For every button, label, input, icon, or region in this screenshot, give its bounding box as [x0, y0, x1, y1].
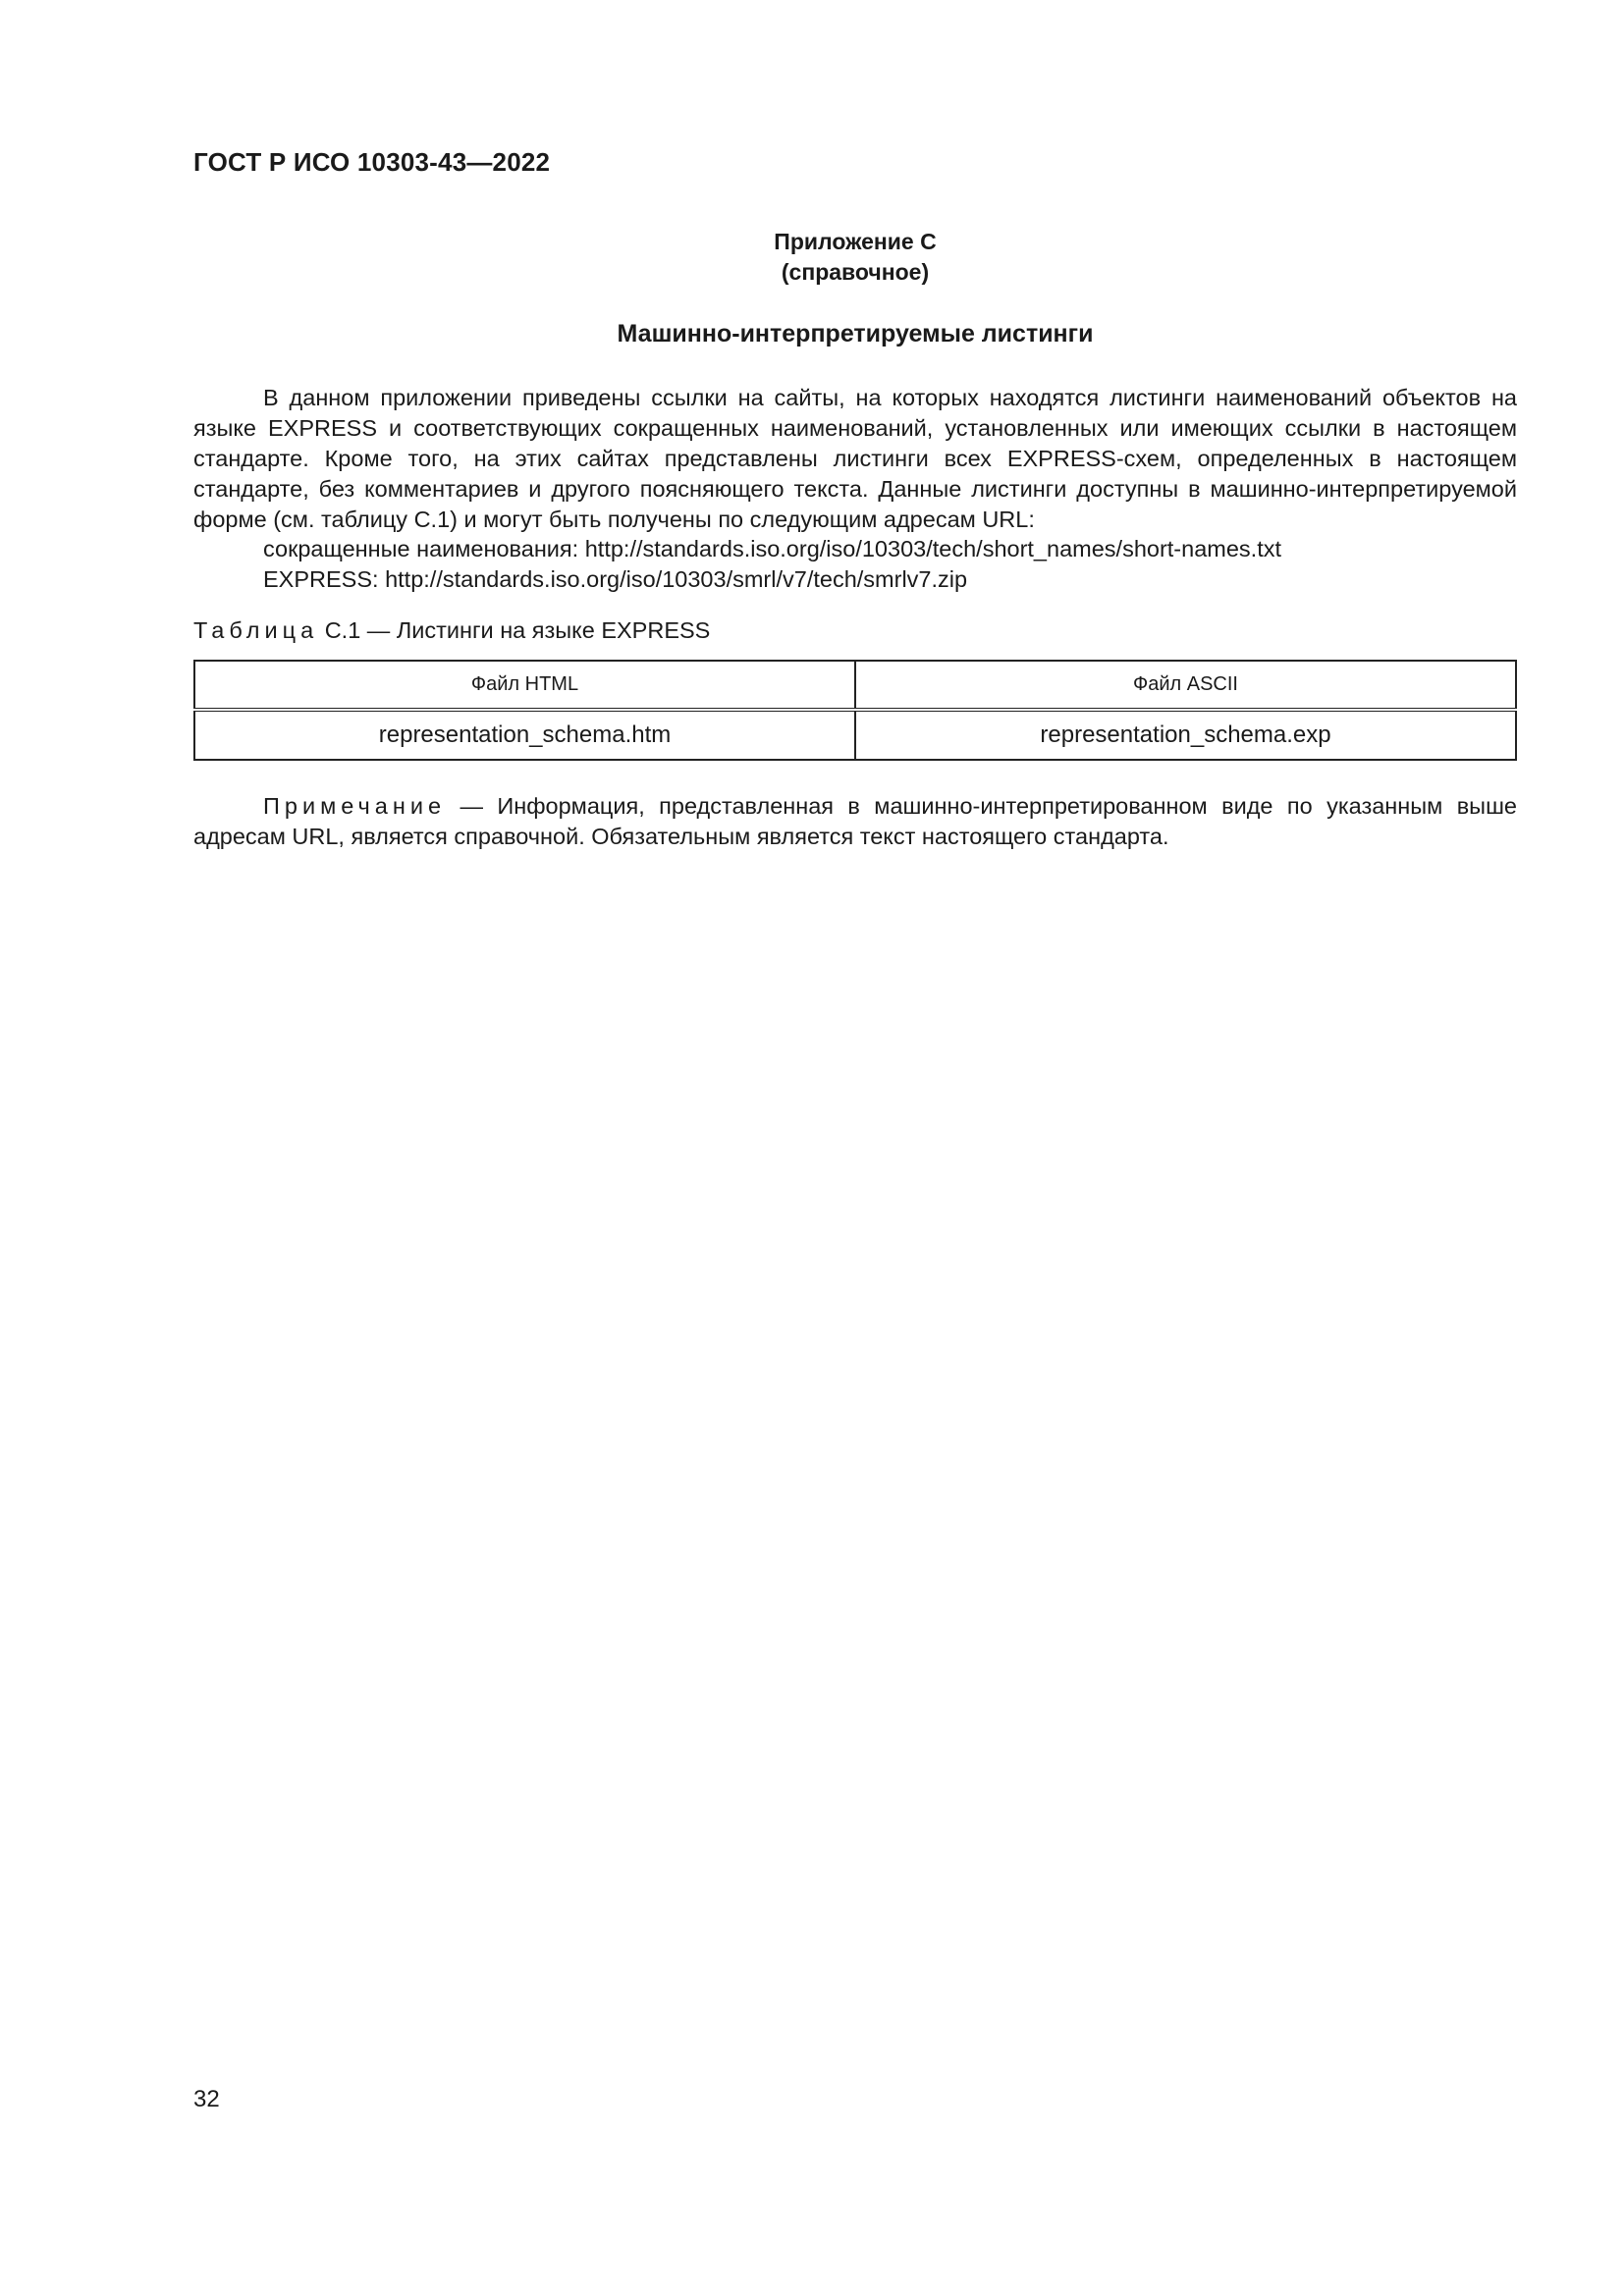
listing-table-wrapper	[193, 660, 1517, 761]
table-caption-label: Таблица	[193, 617, 319, 643]
annex-type: (справочное)	[781, 259, 930, 285]
page-number: 32	[193, 2086, 220, 2112]
table-cell-ascii-file: representation_schema.exp	[855, 710, 1516, 760]
intro-paragraph: В данном приложении приведены ссылки на сайты, на которых находятся листинги наименований объектов на языке EXPRESS и соответствующих сокращенных наименований, установленных или имеющих ссылки в настоящем стандарте. Кроме того, на этих сайтах представлены листинги всех EXPRESS-схем, определенных в настоящем стандарте, без комментариев и другого поясняющего текста. Данные листинги доступны в машинно-интерпретируемой форме (см. таблицу С.1) и могут быть получены по следующим адресам URL:	[193, 385, 1517, 532]
express-url-line: EXPRESS: http://standards.iso.org/iso/10303/smrl/v7/tech/smrlv7.zip	[263, 566, 968, 592]
note-paragraph	[193, 791, 1517, 852]
listing-table	[193, 660, 1517, 761]
table-header-row	[194, 661, 1516, 710]
section-heading: Машинно-интерпретируемые листинги	[617, 320, 1094, 347]
table-caption-text: С.1 — Листинги на языке EXPRESS	[324, 617, 711, 643]
table-cell-html-file: representation_schema.htm	[194, 710, 855, 760]
document-id-header: ГОСТ Р ИСО 10303-43—2022	[193, 147, 551, 177]
annex-title: Приложение С	[774, 229, 937, 254]
table-caption	[193, 617, 710, 644]
column-header-html: Файл HTML	[194, 661, 855, 710]
note-label: Примечание	[263, 793, 447, 819]
table-row	[194, 710, 1516, 760]
note-text: — Информация, представленная в машинно-интерпретированном виде по указанным выше адресам URL, является справочной. Обязательным является текст настоящего стандарта.	[193, 793, 1517, 849]
column-header-ascii: Файл ASCII	[855, 661, 1516, 710]
short-names-url-line: сокращенные наименования: http://standards.iso.org/iso/10303/tech/short_names/short-names.txt	[263, 536, 1282, 561]
